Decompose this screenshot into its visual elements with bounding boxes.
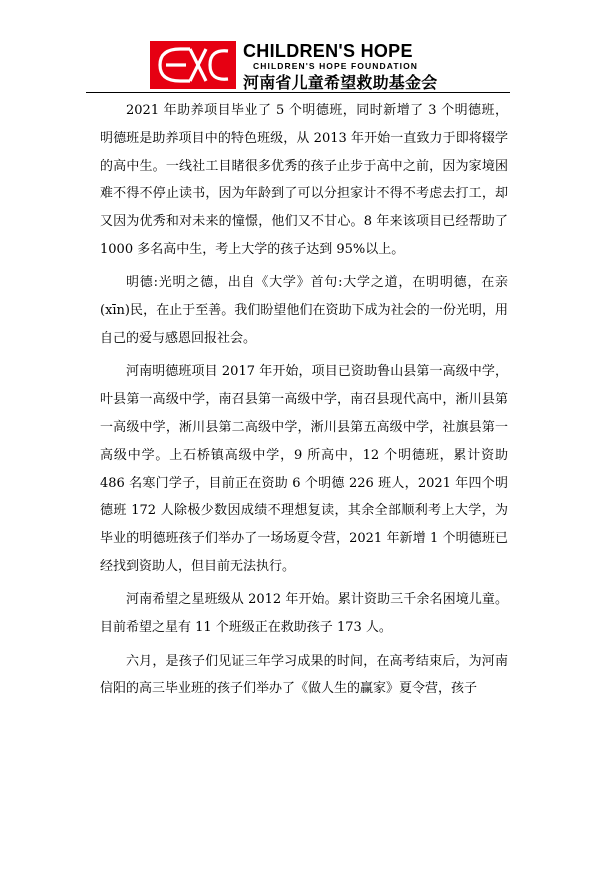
paragraph: 河南希望之星班级从 2012 年开始。累计资助三千余名困境儿童。目前希望之星有 11 个班级正在救助孩子 173 人。 xyxy=(100,592,508,636)
paragraph: 2021 年助养项目毕业了 5 个明德班，同时新增了 3 个明德班，明德班是助养项目中的特色班级，从 2013 年开始一直致力于即将辍学的高中生。一线社工目睹很多优秀的孩子止步于高中之前，因为家境困难不得不停止读书，因为年龄到了可以分担家计不得不考虑去打工，却又因为优秀和对未来的憧憬，他们又不甘心。8 年来该项目已经帮助了 1000 多名高中生，考上大学的孩子达到 95%以上。 xyxy=(100,103,508,257)
paragraph: 明德:光明之德，出自《大学》首句:大学之道，在明明德，在亲(xīn)民，在止于至善。我们盼望他们在资助下成为社会的一份光明，用自己的爱与感恩回报社会。 xyxy=(100,275,508,346)
paragraph: 六月，是孩子们见证三年学习成果的时间，在高考结束后，为河南信阳的高三毕业班的孩子们举办了《做人生的赢家》夏令营，孩子 xyxy=(100,653,508,697)
ec-logo xyxy=(150,41,236,89)
org-name-chinese: 河南省儿童希望救助基金会 xyxy=(243,73,438,92)
logo-icon xyxy=(150,41,236,89)
header-divider xyxy=(86,92,510,93)
org-name-english: CHILDREN'S HOPE xyxy=(243,41,413,61)
document-body xyxy=(100,97,508,709)
page-header xyxy=(150,41,450,92)
org-name-english-subtitle: CHILDREN'S HOPE FOUNDATION xyxy=(253,61,419,71)
paragraph: 河南明德班项目 2017 年开始，项目已资助鲁山县第一高级中学，叶县第一高级中学，南召县第一高级中学，南召县现代高中，淅川县第一高级中学，淅川县第二高级中学，淅川县第五高级中学，社旗县第一高级中学。上石桥镇高级中学，9 所高中，12 个明德班，累计资助 486 名寒门学子，目前正在资助 6 个明德 226 班人，2021 年四个明德班 172 人除极少数因成绩不理想复读，其余全部顺利考上大学，为毕业的明德班孩子们举办了一场场夏令营，2021 年新增 1 个明德班已经找到资助人，但目前无法执行。 xyxy=(100,364,508,574)
